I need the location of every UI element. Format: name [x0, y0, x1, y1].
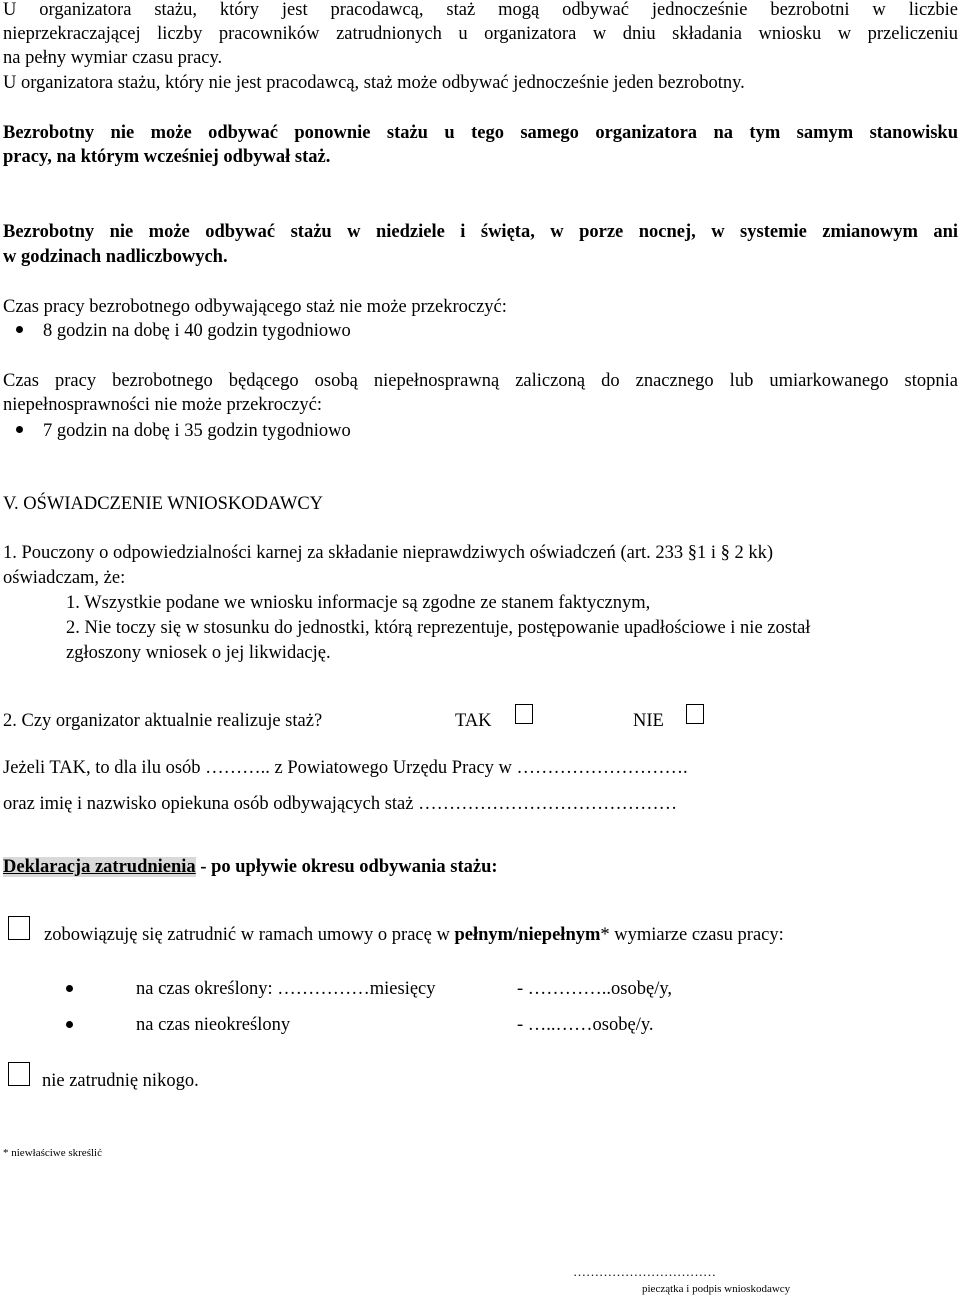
yes-label: TAK [455, 711, 492, 731]
no-checkbox[interactable] [686, 704, 704, 724]
statement-sub-2-line-1: 2. Nie toczy się w stosunku do jednostki, którą reprezentuje, postępowanie upadłościowe i nie został [66, 618, 811, 638]
stazysci-limit-line-2: nieprzekraczającej liczby pracowników zatrudnionych u organizatora w dniu składania wniosku w przeliczeniu [3, 24, 958, 44]
declaration-subtitle: - po upływie okresu odbywania stażu: [195, 857, 498, 877]
worktime-limit-bullet: 8 godzin na dobę i 40 godzin tygodniowo [43, 321, 351, 341]
commit-prefix: zobowiązuję się zatrudnić w ramach umowy o pracę w [44, 925, 455, 945]
fixed-term-count-field[interactable]: - …………..osobę/y, [517, 979, 673, 999]
current-internship-question: 2. Czy organizator aktualnie realizuje staż? [3, 711, 323, 731]
if-yes-count-field[interactable]: Jeżeli TAK, to dla ilu osób ……….. z Powiatowego Urzędu Pracy w ………………………. [3, 758, 688, 778]
disabled-worktime-bullet: 7 godzin na dobę i 35 godzin tygodniowo [43, 421, 351, 441]
signature-label: pieczątka i podpis wnioskodawcy [642, 1283, 791, 1295]
indefinite-term-label: na czas nieokreślony [136, 1015, 291, 1035]
bullet-icon [66, 985, 73, 992]
stazysci-limit-line-3: na pełny wymiar czasu pracy. [3, 48, 223, 68]
stazysci-limit-line-4: U organizatora stażu, który nie jest pracodawcą, staż może odbywać jednocześnie jeden bezrobotny. [3, 73, 745, 93]
mentor-name-field[interactable]: oraz imię i nazwisko opiekuna osób odbywających staż …………………………………… [3, 794, 678, 814]
no-hiring-text: nie zatrudnię nikogo. [42, 1071, 199, 1091]
commit-employment-checkbox[interactable] [8, 916, 30, 940]
worktime-intro: Czas pracy bezrobotnego odbywającego staż nie może przekroczyć: [3, 297, 507, 317]
commit-suffix: * wymiarze czasu pracy: [600, 925, 784, 945]
signature-line: …………………………… [573, 1264, 716, 1279]
disabled-worktime-line-1: Czas pracy bezrobotnego będącego osobą niepełnosprawną zaliczoną do znacznego lub umiarkowanego stopnia [3, 371, 958, 391]
statement-item-1-line-1: 1. Pouczony o odpowiedzialności karnej za składanie nieprawdziwych oświadczeń (art. 233 §1 i § 2 kk) [3, 543, 774, 563]
sunday-night-rule-line-2: w godzinach nadliczbowych. [3, 247, 228, 267]
bullet-icon [16, 426, 23, 433]
statement-sub-1: 1. Wszystkie podane we wniosku informacje są zgodne ze stanem faktycznym, [66, 593, 651, 613]
declaration-heading [3, 855, 498, 879]
commit-employment-text [44, 923, 784, 947]
no-label: NIE [633, 711, 664, 731]
stazysci-limit-line-1: U organizatora stażu, który jest pracodawcą, staż mogą odbywać jednocześnie bezrobotni w liczbie [3, 0, 958, 20]
disabled-worktime-line-2: niepełnosprawności nie może przekroczyć: [3, 395, 322, 415]
indefinite-count-field[interactable]: - …..……osobę/y. [517, 1015, 654, 1035]
yes-checkbox[interactable] [515, 704, 533, 724]
no-hiring-checkbox[interactable] [8, 1062, 30, 1086]
repeat-internship-rule-line-2: pracy, na którym wcześniej odbywał staż. [3, 147, 331, 167]
sunday-night-rule-line-1: Bezrobotny nie może odbywać stażu w niedziele i święta, w porze nocnej, w systemie zmianowym ani [3, 222, 958, 242]
repeat-internship-rule-line-1: Bezrobotny nie może odbywać ponownie stażu u tego samego organizatora na tym samym stanowisku [3, 123, 958, 143]
statement-item-1-line-2: oświadczam, że: [3, 568, 126, 588]
bullet-icon [66, 1021, 73, 1028]
bullet-icon [16, 326, 23, 333]
fulltime-parttime-choice: pełnym/niepełnym [454, 925, 601, 945]
declaration-title: Deklaracja zatrudnienia [3, 857, 196, 877]
fixed-term-field[interactable]: na czas określony: ……………miesięcy [136, 979, 436, 999]
footnote: * niewłaściwe skreślić [3, 1147, 102, 1159]
statement-sub-2-line-2: zgłoszony wniosek o jej likwidację. [66, 643, 331, 663]
section-v-heading: V. OŚWIADCZENIE WNIOSKODAWCY [3, 494, 324, 514]
